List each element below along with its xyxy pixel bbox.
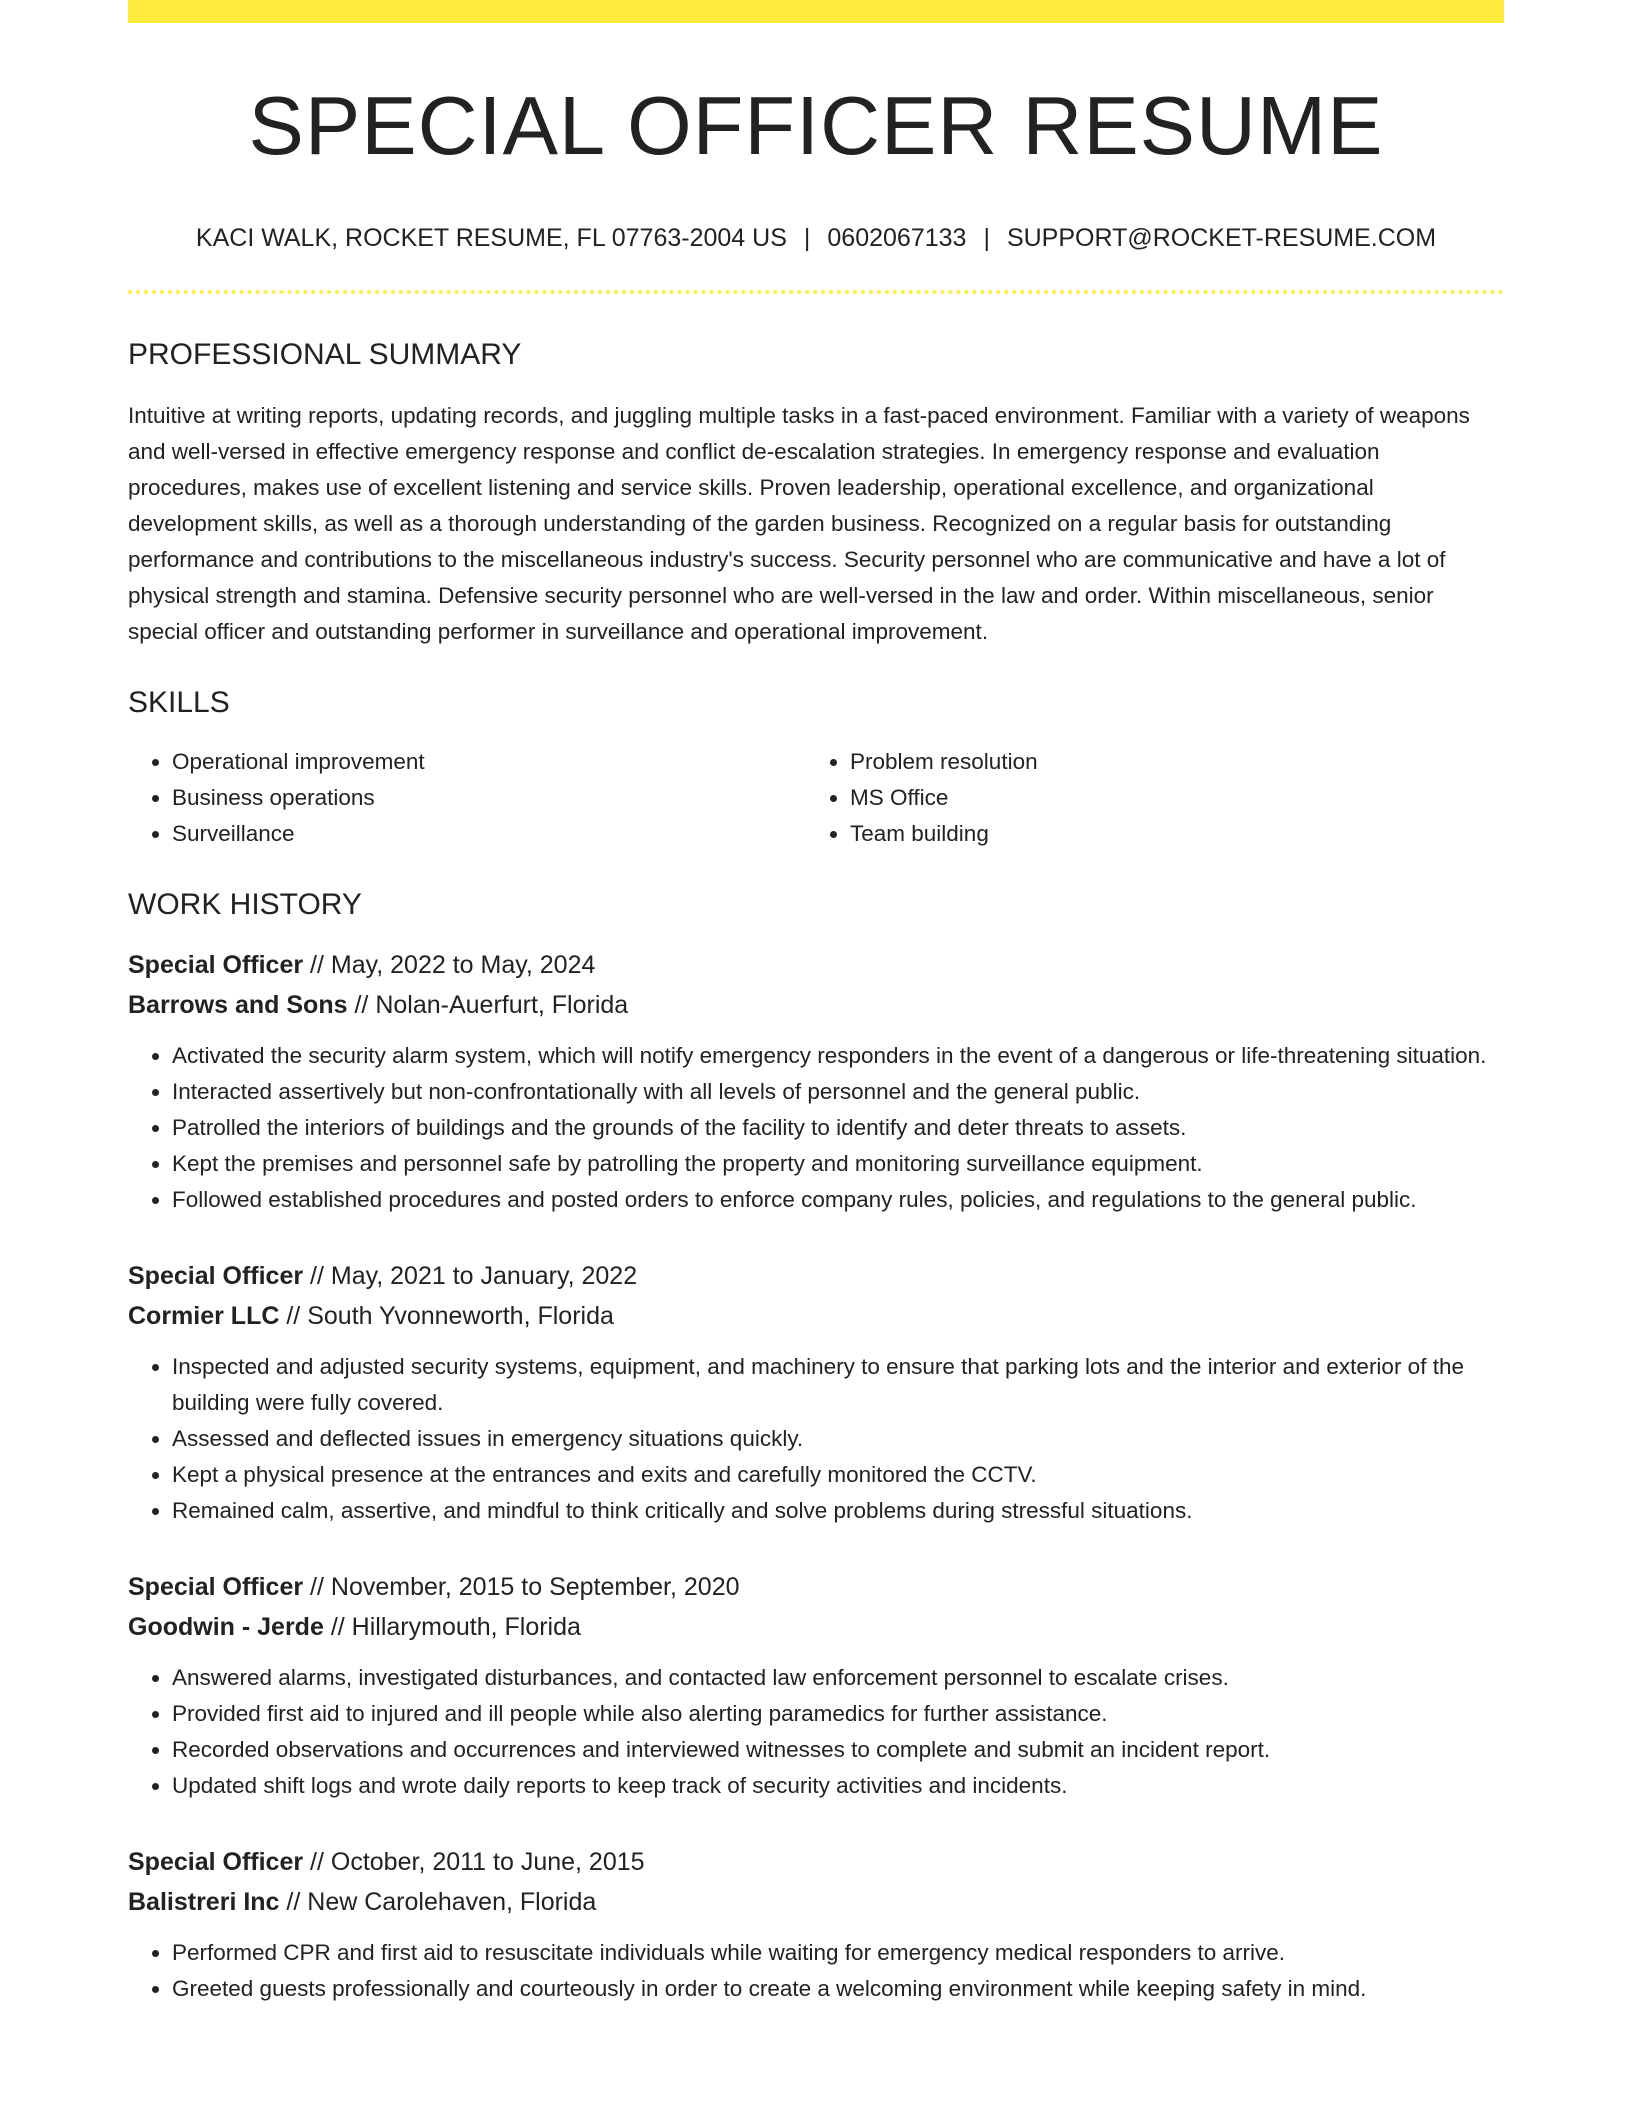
job-dates: May, 2021 to January, 2022 bbox=[330, 1262, 638, 1290]
job-bullet: • Remained calm, assertive, and mindful to think critically and solve problems during stressful situations. bbox=[172, 1493, 1504, 1529]
job-bullet: • Kept the premises and personnel safe by patrolling the property and monitoring surveillance equipment. bbox=[172, 1146, 1504, 1182]
job-title: Special Officer bbox=[128, 1262, 304, 1290]
job-bullet-list bbox=[128, 1038, 1504, 1218]
job-title-line bbox=[128, 1256, 1504, 1296]
skills-list-left bbox=[128, 744, 806, 852]
job-bullet: • Activated the security alarm system, which will notify emergency responders in the event of a dangerous or life-threatening situation. bbox=[172, 1038, 1504, 1074]
job-title-line bbox=[128, 945, 1504, 985]
job-bullet: • Performed CPR and first aid to resuscitate individuals while waiting for emergency medical responders to arrive. bbox=[172, 1935, 1504, 1971]
job-separator: // bbox=[330, 1613, 345, 1641]
work-history-heading: WORK HISTORY bbox=[128, 888, 362, 921]
skills-heading: SKILLS bbox=[128, 686, 230, 719]
job-bullet: • Interacted assertively but non-confrontationally with all levels of personnel and the general public. bbox=[172, 1074, 1504, 1110]
job-bullet-list bbox=[128, 1349, 1504, 1529]
job-company-line bbox=[128, 985, 1504, 1025]
job-entry bbox=[128, 1567, 1504, 1804]
job-separator: // bbox=[310, 951, 324, 979]
job-bullet: • Recorded observations and occurrences and interviewed witnesses to complete and submit an incident report. bbox=[172, 1732, 1504, 1768]
job-separator: // bbox=[286, 1302, 301, 1330]
job-bullet: • Kept a physical presence at the entrances and exits and carefully monitored the CCTV. bbox=[172, 1457, 1504, 1493]
job-bullet: • Assessed and deflected issues in emergency situations quickly. bbox=[172, 1421, 1504, 1457]
contact-separator: | bbox=[983, 224, 990, 252]
skill-item: • Business operations bbox=[172, 780, 806, 816]
contact-separator: | bbox=[803, 224, 811, 252]
job-entry bbox=[128, 1842, 1504, 2007]
job-bullet-list bbox=[128, 1660, 1504, 1804]
skill-item: • MS Office bbox=[850, 780, 1484, 816]
job-separator: // bbox=[310, 1573, 324, 1601]
dotted-divider bbox=[128, 290, 1504, 294]
skill-item: • Surveillance bbox=[172, 816, 806, 852]
job-company-line bbox=[128, 1882, 1504, 1922]
job-separator: // bbox=[310, 1262, 324, 1290]
job-bullet: • Answered alarms, investigated disturbances, and contacted law enforcement personnel to escalate crises. bbox=[172, 1660, 1504, 1696]
job-title-line bbox=[128, 1567, 1504, 1607]
job-bullet-list bbox=[128, 1935, 1504, 2007]
top-accent-bar bbox=[128, 0, 1504, 23]
job-location: Hillarymouth, Florida bbox=[351, 1613, 581, 1641]
job-bullet: • Provided first aid to injured and ill people while also alerting paramedics for further assistance. bbox=[172, 1696, 1504, 1732]
job-entry bbox=[128, 945, 1504, 1218]
skill-item: • Problem resolution bbox=[850, 744, 1484, 780]
job-company: Cormier LLC bbox=[128, 1302, 280, 1330]
job-company: Goodwin - Jerde bbox=[128, 1613, 324, 1641]
job-dates: November, 2015 to September, 2020 bbox=[330, 1573, 740, 1601]
skill-item: • Operational improvement bbox=[172, 744, 806, 780]
job-bullet: • Updated shift logs and wrote daily reports to keep track of security activities and incidents. bbox=[172, 1768, 1504, 1804]
job-title: Special Officer bbox=[128, 951, 304, 979]
job-bullet: • Greeted guests professionally and courteously in order to create a welcoming environment while keeping safety in mind. bbox=[172, 1971, 1504, 2007]
skill-item: • Team building bbox=[850, 816, 1484, 852]
skills-grid bbox=[128, 744, 1504, 852]
contact-phone: 0602067133 bbox=[827, 224, 967, 252]
job-title: Special Officer bbox=[128, 1573, 304, 1601]
job-company: Balistreri Inc bbox=[128, 1888, 280, 1916]
job-company: Barrows and Sons bbox=[128, 991, 348, 1019]
job-location: South Yvonneworth, Florida bbox=[307, 1302, 614, 1330]
job-dates: May, 2022 to May, 2024 bbox=[330, 951, 596, 979]
job-separator: // bbox=[310, 1848, 324, 1876]
job-location: Nolan-Auerfurt, Florida bbox=[375, 991, 629, 1019]
contact-email: SUPPORT@ROCKET-RESUME.COM bbox=[1006, 224, 1437, 252]
resume-page bbox=[128, 0, 1504, 2112]
job-separator: // bbox=[286, 1888, 301, 1916]
job-entry bbox=[128, 1256, 1504, 1529]
job-title-line bbox=[128, 1842, 1504, 1882]
summary-text: Intuitive at writing reports, updating records, and juggling multiple tasks in a fast-paced environment. Familiar with a variety of weapons and well-versed in effective emergency response and conflict de-escalation strategies. In emergency response and evaluation procedures, makes use of excellent listening and service skills. Proven leadership, operational excellence, and organizational development skills, as well as a thorough understanding of the garden business. Recognized on a regular basis for outstanding performance and contributions to the miscellaneous industry's success. Security personnel who are communicative and have a lot of physical strength and stamina. Defensive security personnel who are well-versed in the law and order. Within miscellaneous, senior special officer and outstanding performer in surveillance and operational improvement. bbox=[128, 403, 1470, 644]
contact-address: KACI WALK, ROCKET RESUME, FL 07763-2004 US bbox=[195, 224, 787, 252]
job-location: New Carolehaven, Florida bbox=[307, 1888, 597, 1916]
job-bullet: • Followed established procedures and posted orders to enforce company rules, policies, and regulations to the general public. bbox=[172, 1182, 1504, 1218]
job-bullet: • Patrolled the interiors of buildings and the grounds of the facility to identify and deter threats to assets. bbox=[172, 1110, 1504, 1146]
job-company-line bbox=[128, 1607, 1504, 1647]
job-company-line bbox=[128, 1296, 1504, 1336]
job-dates: October, 2011 to June, 2015 bbox=[330, 1848, 645, 1876]
skills-list-right bbox=[806, 744, 1484, 852]
job-separator: // bbox=[354, 991, 369, 1019]
summary-heading: PROFESSIONAL SUMMARY bbox=[128, 338, 522, 371]
contact-line bbox=[128, 226, 1504, 251]
resume-title: SPECIAL OFFICER RESUME bbox=[248, 79, 1384, 172]
job-title: Special Officer bbox=[128, 1848, 304, 1876]
job-bullet: • Inspected and adjusted security systems, equipment, and machinery to ensure that parking lots and the interior and exterior of the building were fully covered. bbox=[172, 1349, 1504, 1421]
